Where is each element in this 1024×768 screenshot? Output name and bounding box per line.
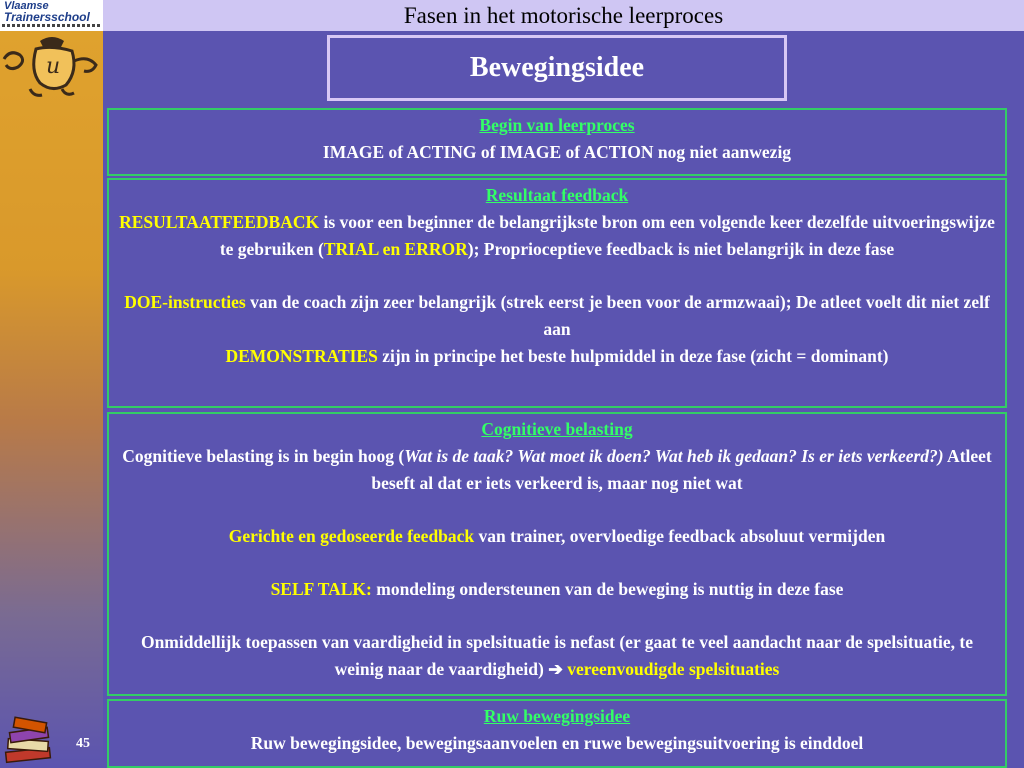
section-ruw-bewegingsidee xyxy=(107,699,1007,768)
paragraph xyxy=(117,443,997,497)
books-stack-icon xyxy=(0,708,60,768)
section-header: Cognitieve belasting xyxy=(481,419,633,439)
paragraph xyxy=(117,576,997,603)
body-text: Atleet beseft al dat er iets verkeerd is, maar nog niet wat xyxy=(371,446,992,493)
section-begin-leerproces xyxy=(107,108,1007,176)
vts-logo xyxy=(0,0,103,31)
highlight-text: vereenvoudigde spelsituaties xyxy=(567,659,780,679)
section-body: Ruw bewegingsidee, bewegingsaanvoelen en ruwe bewegingsuitvoering is einddoel xyxy=(250,733,864,753)
paragraph xyxy=(117,523,997,550)
highlight-text: DEMONSTRATIES xyxy=(225,346,378,366)
highlight-text: DOE-instructies xyxy=(124,292,246,312)
arrow-right-icon: ➔ xyxy=(548,659,563,679)
body-text: Cognitieve belasting is in begin hoog ( xyxy=(122,446,405,466)
logo-underline xyxy=(2,24,100,27)
section-cognitieve-belasting xyxy=(107,412,1007,696)
paragraph xyxy=(117,629,997,683)
highlight-text: Gerichte en gedoseerde feedback xyxy=(228,526,475,546)
paragraph xyxy=(117,343,997,370)
slide-title: Fasen in het motorische leerproces xyxy=(403,3,724,28)
body-text: van trainer, overvloedige feedback absoluut vermijden xyxy=(474,526,886,546)
logo-line-1: Vlaamse xyxy=(4,0,49,12)
highlight-text: RESULTAATFEEDBACK xyxy=(119,212,320,232)
italic-text: Wat is de taak? Wat moet ik doen? Wat heb ik gedaan? Is er iets verkeerd?) xyxy=(404,446,944,466)
highlight-text: SELF TALK: xyxy=(270,579,372,599)
section-resultaat-feedback xyxy=(107,178,1007,408)
section-body: IMAGE of ACTING of IMAGE of ACTION nog niet aanwezig xyxy=(322,142,792,162)
body-text: van de coach zijn zeer belangrijk (strek eerst je been voor de armzwaai); De atleet voelt dit niet zelf aan xyxy=(245,292,990,339)
sidebar-gradient xyxy=(0,0,103,768)
slide-heading: Bewegingsidee xyxy=(469,52,645,83)
paragraph xyxy=(117,209,997,263)
section-header: Ruw bewegingsidee xyxy=(483,706,631,726)
logo-line-2: Trainersschool xyxy=(4,10,90,24)
body-text: Onmiddellijk toepassen van vaardigheid in spelsituatie is nefast (er gaat te veel aandacht naar de spelsituatie, te weinig naar de vaardigheid) xyxy=(140,632,974,679)
body-text: is voor een beginner de belangrijkste bron om een volgende keer dezelfde uitvoeringswijze te gebruiken ( xyxy=(219,212,995,259)
body-text: ); Proprioceptieve feedback is niet belangrijk in deze fase xyxy=(467,239,895,259)
highlight-text: TRIAL en ERROR xyxy=(323,239,468,259)
title-band xyxy=(103,0,1024,31)
paragraph xyxy=(117,289,997,343)
body-text: zijn in principe het beste hulpmiddel in deze fase (zicht = dominant) xyxy=(377,346,889,366)
section-header: Begin van leerproces xyxy=(479,115,635,135)
body-text: mondeling ondersteunen van de beweging is nuttig in deze fase xyxy=(371,579,844,599)
vts-mascot-icon xyxy=(0,31,103,101)
svg-text:u: u xyxy=(46,54,61,79)
section-header: Resultaat feedback xyxy=(485,185,629,205)
heading-box xyxy=(327,35,787,101)
page-number: 45 xyxy=(76,736,90,751)
